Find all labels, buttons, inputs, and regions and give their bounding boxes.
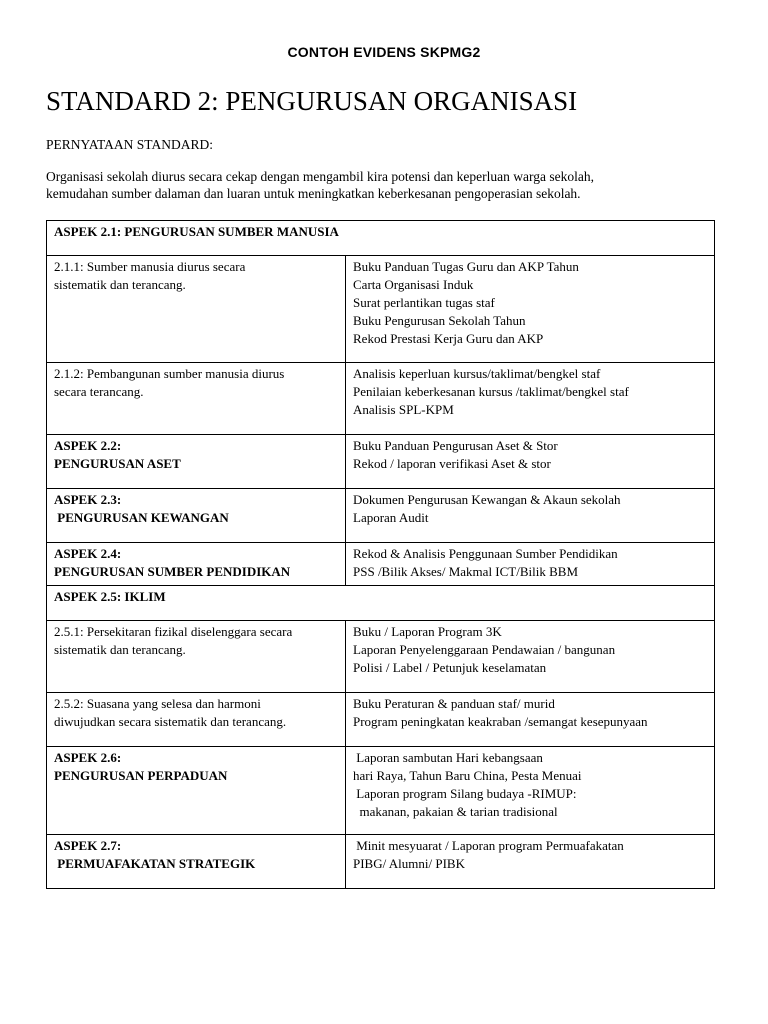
evidence-item: Rekod / laporan verifikasi Aset & stor bbox=[353, 456, 551, 471]
evidence-item: PIBG/ Alumni/ PIBK bbox=[353, 856, 465, 871]
cell-line: 2.1.2: Pembangunan sumber manusia diurus bbox=[54, 366, 285, 381]
table-row bbox=[47, 256, 715, 363]
evidence-2-1-2 bbox=[346, 363, 715, 435]
cell-line: ASPEK 2.6: bbox=[54, 750, 122, 765]
evidence-item: Buku Pengurusan Sekolah Tahun bbox=[353, 313, 526, 328]
cell-line: PENGURUSAN PERPADUAN bbox=[54, 768, 228, 783]
aspek-2-6-heading bbox=[47, 747, 346, 835]
cell-line: ASPEK 2.7: bbox=[54, 838, 122, 853]
table-row bbox=[47, 363, 715, 435]
cell-line: sistematik dan terancang. bbox=[54, 642, 186, 657]
cell-line: 2.1.1: Sumber manusia diurus secara bbox=[54, 259, 246, 274]
table-row bbox=[47, 586, 715, 621]
evidence-item: Buku Panduan Pengurusan Aset & Stor bbox=[353, 438, 558, 453]
cell-line: PENGURUSAN KEWANGAN bbox=[54, 510, 229, 525]
aspek-2-2-heading bbox=[47, 435, 346, 489]
cell-line: PERMUAFAKATAN STRATEGIK bbox=[54, 856, 256, 871]
evidence-item: PSS /Bilik Akses/ Makmal ICT/Bilik BBM bbox=[353, 564, 579, 579]
evidence-2-7 bbox=[346, 835, 715, 889]
evidence-item: Analisis keperluan kursus/taklimat/bengkel staf bbox=[353, 366, 601, 381]
evidence-item: makanan, pakaian & tarian tradisional bbox=[353, 804, 558, 819]
document-header: CONTOH EVIDENS SKPMG2 bbox=[287, 44, 481, 60]
evidence-item: Penilaian keberkesanan kursus /taklimat/bengkel staf bbox=[353, 384, 629, 399]
criteria-2-1-2 bbox=[47, 363, 346, 435]
evidence-item: Surat perlantikan tugas staf bbox=[353, 295, 495, 310]
evidence-2-3 bbox=[346, 489, 715, 543]
cell-line: PENGURUSAN SUMBER PENDIDIKAN bbox=[54, 564, 291, 579]
table-row bbox=[47, 489, 715, 543]
criteria-2-1-1 bbox=[47, 256, 346, 363]
evidence-item: Buku / Laporan Program 3K bbox=[353, 624, 502, 639]
cell-line: ASPEK 2.3: bbox=[54, 492, 122, 507]
cell-line: 2.5.2: Suasana yang selesa dan harmoni bbox=[54, 696, 261, 711]
cell-line: diwujudkan secara sistematik dan terancang. bbox=[54, 714, 287, 729]
statement-line: Organisasi sekolah diurus secara cekap dengan mengambil kira potensi dan keperluan warga sekolah, bbox=[46, 169, 594, 184]
evidence-2-5-2 bbox=[346, 693, 715, 747]
evidence-item: Laporan Audit bbox=[353, 510, 429, 525]
aspek-2-7-heading bbox=[47, 835, 346, 889]
evidence-2-1-1 bbox=[346, 256, 715, 363]
evidence-item: Carta Organisasi Induk bbox=[353, 277, 474, 292]
evidence-item: Dokumen Pengurusan Kewangan & Akaun sekolah bbox=[353, 492, 621, 507]
evidence-item: Polisi / Label / Petunjuk keselamatan bbox=[353, 660, 547, 675]
cell-line: 2.5.1: Persekitaran fizikal diselenggara secara bbox=[54, 624, 293, 639]
evidence-item: Rekod & Analisis Penggunaan Sumber Pendidikan bbox=[353, 546, 618, 561]
statement-line: kemudahan sumber dalaman dan luaran untuk meningkatkan keberkesanan pengoperasian sekolah. bbox=[46, 186, 581, 201]
cell-line: ASPEK 2.4: bbox=[54, 546, 122, 561]
table-row bbox=[47, 435, 715, 489]
evidence-item: Buku Peraturan & panduan staf/ murid bbox=[353, 696, 555, 711]
aspek-2-5-heading: ASPEK 2.5: IKLIM bbox=[47, 586, 715, 621]
evidence-2-5-1 bbox=[346, 621, 715, 693]
evidence-item: Analisis SPL-KPM bbox=[353, 402, 454, 417]
evidence-2-4 bbox=[346, 543, 715, 586]
evidence-item: Program peningkatan keakraban /semangat kesepunyaan bbox=[353, 714, 648, 729]
cell-line: ASPEK 2.2: bbox=[54, 438, 122, 453]
evidence-item: Laporan Penyelenggaraan Pendawaian / bangunan bbox=[353, 642, 616, 657]
evidence-2-2 bbox=[346, 435, 715, 489]
aspek-2-1-heading: ASPEK 2.1: PENGURUSAN SUMBER MANUSIA bbox=[47, 221, 715, 256]
table-row bbox=[47, 543, 715, 586]
evidence-table bbox=[46, 220, 715, 889]
statement-text bbox=[46, 168, 736, 202]
criteria-2-5-2 bbox=[47, 693, 346, 747]
page-title: STANDARD 2: PENGURUSAN ORGANISASI bbox=[46, 86, 578, 116]
table-row bbox=[47, 621, 715, 693]
evidence-item: Rekod Prestasi Kerja Guru dan AKP bbox=[353, 331, 544, 346]
table-row bbox=[47, 221, 715, 256]
aspek-2-3-heading bbox=[47, 489, 346, 543]
cell-line: sistematik dan terancang. bbox=[54, 277, 186, 292]
cell-line: PENGURUSAN ASET bbox=[54, 456, 181, 471]
evidence-2-6 bbox=[346, 747, 715, 835]
evidence-item: Laporan program Silang budaya -RIMUP: bbox=[353, 786, 577, 801]
evidence-item: hari Raya, Tahun Baru China, Pesta Menuai bbox=[353, 768, 582, 783]
evidence-item: Minit mesyuarat / Laporan program Permuafakatan bbox=[353, 838, 624, 853]
evidence-item: Laporan sambutan Hari kebangsaan bbox=[353, 750, 543, 765]
criteria-2-5-1 bbox=[47, 621, 346, 693]
statement-label: PERNYATAAN STANDARD: bbox=[46, 137, 213, 152]
table-row bbox=[47, 835, 715, 889]
aspek-2-4-heading bbox=[47, 543, 346, 586]
table-row bbox=[47, 693, 715, 747]
evidence-item: Buku Panduan Tugas Guru dan AKP Tahun bbox=[353, 259, 579, 274]
table-row bbox=[47, 747, 715, 835]
cell-line: secara terancang. bbox=[54, 384, 144, 399]
